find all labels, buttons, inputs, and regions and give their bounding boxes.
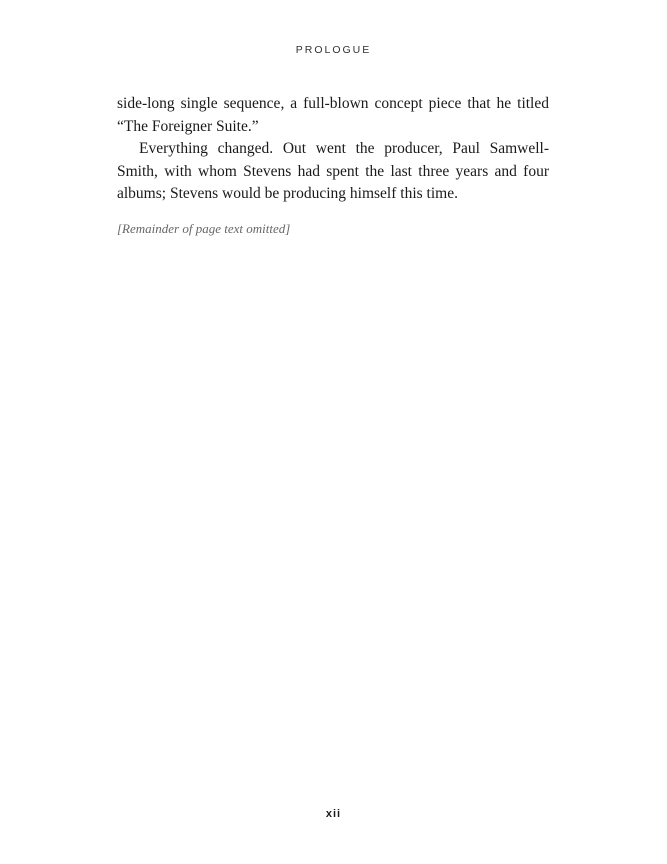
paragraph: side-long single sequence, a full-blown concept piece that he titled “The Foreigner Suite.” [117, 95, 549, 135]
paragraph: Everything changed. Out went the producer, Paul Samwell-Smith, with whom Stevens had spent the last three years and four albums; Stevens would be producing himself this time. [117, 140, 549, 202]
running-head: PROLOGUE [295, 44, 372, 56]
omission-note: [Remainder of page text omitted] [117, 220, 291, 236]
page-number: xii [325, 808, 342, 820]
body-text [117, 93, 549, 240]
